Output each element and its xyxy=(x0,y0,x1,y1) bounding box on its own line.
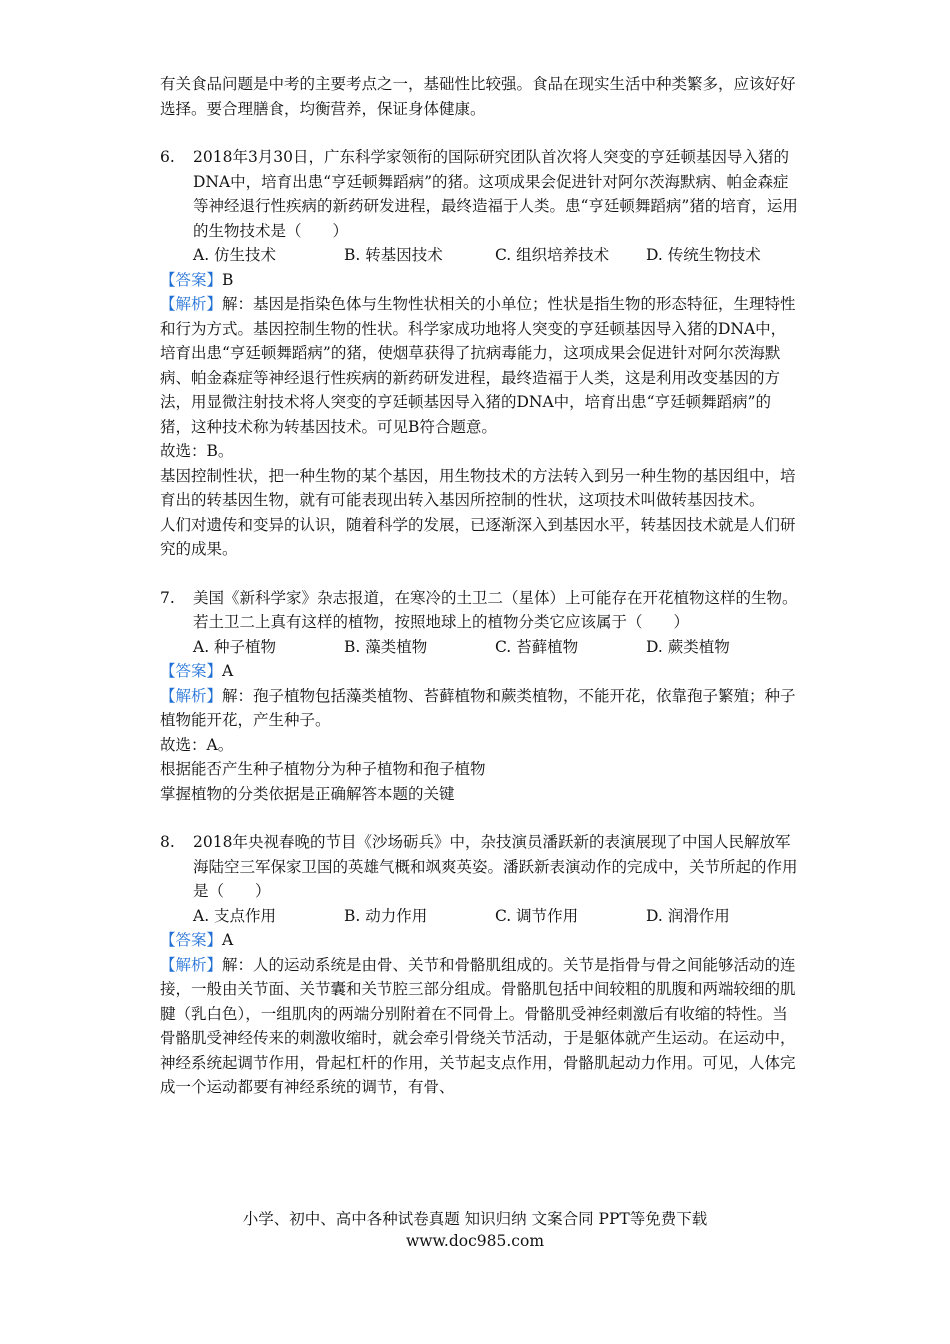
choice-line: 故选：A。 xyxy=(160,735,234,754)
note-paragraph: 人们对遗传和变异的认识，随着科学的发展，已逐渐深入到基因水平，转基因技术就是人们研究的成果。 xyxy=(160,515,796,558)
option-b: B. 转基因技术 xyxy=(344,246,443,264)
answer-tag: 【答案】 xyxy=(160,931,223,949)
analysis-text: 解：人的运动系统是由骨、关节和骨骼肌组成的。关节是指骨与骨之间能够活动的连接，一般由关节面、关节囊和关节腔三部分组成。骨骼肌包括中间较粗的肌腹和两端较细的肌腱（乳白色），一组肌肉的两端分别附着在不同骨上。骨骼肌受神经刺激后有收缩的特性。当骨骼肌受神经传来的刺激收缩时，就会牵引骨绕关节活动，于是躯体就产生运动。在运动中，神经系统起调节作用，骨起杠杆的作用，关节起支点作用，骨骼肌起动力作用。可见，人体完成一个运动都要有神经系统的调节，有骨、 xyxy=(160,955,796,1096)
analysis-paragraph xyxy=(160,684,800,733)
question-7 xyxy=(160,586,800,807)
document-body xyxy=(160,72,800,1100)
option-b: B. 动力作用 xyxy=(344,906,428,925)
question-stem xyxy=(160,830,800,904)
answer-tag: 【答案】 xyxy=(160,662,223,680)
note-paragraph: 根据能否产生种子植物分为种子植物和孢子植物 xyxy=(160,760,486,778)
option-list xyxy=(160,243,800,268)
option-a: A. 仿生技术 xyxy=(193,246,277,264)
option-a: A. 种子植物 xyxy=(193,637,277,656)
analysis-tag: 【解析】 xyxy=(160,686,223,705)
answer-line xyxy=(160,659,800,684)
option-a: A. 支点作用 xyxy=(193,906,277,925)
analysis-text: 解：基因是指染色体与生物性状相关的小单位；性状是指生物的形态特征，生理特性和行为方式。基因控制生物的性状。科学家成功地将人突变的亨廷顿基因导入猪的DNA中，培育出患“亨廷顿舞蹈病”的猪，使烟草获得了抗病毒能力，这项成果会促进针对阿尔茨海默病、帕金森症等神经退行性疾病的新药研发进程，最终造福于人类，这是利用改变基因的方法，用显微注射技术将人突变的亨廷顿基因导入猪的DNA中，培育出患“亨廷顿舞蹈病”的猪，这种技术称为转基因技术。可见B符合题意。 xyxy=(160,295,796,436)
question-6 xyxy=(160,145,800,562)
intro-paragraph: 有关食品问题是中考的主要考点之一，基础性比较强。食品在现实生活中种类繁多，应该好好选择。要合理膳食，均衡营养，保证身体健康。 xyxy=(160,75,796,118)
option-list xyxy=(160,904,800,929)
question-number: 8. xyxy=(160,833,175,851)
analysis-tag: 【解析】 xyxy=(160,295,223,313)
option-d: D. 润滑作用 xyxy=(646,906,730,925)
option-c: C. 组织培养技术 xyxy=(495,246,610,264)
answer-line xyxy=(160,268,800,293)
question-8 xyxy=(160,830,800,1100)
note-paragraph: 掌握植物的分类依据是正确解答本题的关键 xyxy=(160,784,455,803)
question-number: 7. xyxy=(160,588,175,607)
note-paragraph: 基因控制性状，把一种生物的某个基因，用生物技术的方法转入到另一种生物的基因组中，培育出的转基因生物，就有可能表现出转入基因所控制的性状，这项技术叫做转基因技术。 xyxy=(160,466,796,509)
answer-value: B xyxy=(222,270,234,289)
footer-url[interactable]: www.doc985.com xyxy=(405,1232,545,1250)
option-list xyxy=(160,635,800,660)
question-number: 6. xyxy=(160,148,175,166)
question-stem xyxy=(160,145,800,243)
question-text: 美国《新科学家》杂志报道，在寒冷的土卫二（星体）上可能存在开花植物这样的生物。若土卫二上真有这样的植物，按照地球上的植物分类它应该属于（ ） xyxy=(193,588,798,631)
answer-value: A xyxy=(222,662,234,680)
page-footer xyxy=(0,1208,950,1252)
spacer xyxy=(160,121,800,145)
footer-text: 小学、初中、高中各种试卷真题 知识归纳 文案合同 PPT等免费下载 xyxy=(242,1210,708,1228)
question-stem xyxy=(160,586,800,635)
option-c: C. 调节作用 xyxy=(495,906,579,925)
question-text: 2018年央视春晚的节目《沙场砺兵》中，杂技演员潘跃新的表演展现了中国人民解放军海陆空三军保家卫国的英雄气概和飒爽英姿。潘跃新表演动作的完成中，关节所起的作用是（ ） xyxy=(193,833,798,900)
question-text: 2018年3月30日，广东科学家领衔的国际研究团队首次将人突变的亨廷顿基因导入猪的DNA中，培育出患“亨廷顿舞蹈病”的猪。这项成果会促进针对阿尔茨海默病、帕金森症等神经退行性疾病的新药研发进程，最终造福于人类。患“亨廷顿舞蹈病”猪的培育，运用的生物技术是（ ） xyxy=(193,148,798,240)
spacer xyxy=(160,806,800,830)
analysis-paragraph xyxy=(160,953,800,1100)
answer-value: A xyxy=(222,931,234,949)
analysis-tag: 【解析】 xyxy=(160,955,223,974)
analysis-text: 解：孢子植物包括藻类植物、苔藓植物和蕨类植物，不能开花，依靠孢子繁殖；种子植物能开花，产生种子。 xyxy=(160,686,796,729)
analysis-paragraph xyxy=(160,292,800,439)
spacer xyxy=(160,562,800,586)
answer-line xyxy=(160,928,800,953)
option-b: B. 藻类植物 xyxy=(344,637,428,656)
option-d: D. 蕨类植物 xyxy=(646,637,730,656)
option-c: C. 苔藓植物 xyxy=(495,637,579,656)
choice-line: 故选：B。 xyxy=(160,442,234,460)
option-d: D. 传统生物技术 xyxy=(646,246,761,264)
answer-tag: 【答案】 xyxy=(160,270,223,289)
